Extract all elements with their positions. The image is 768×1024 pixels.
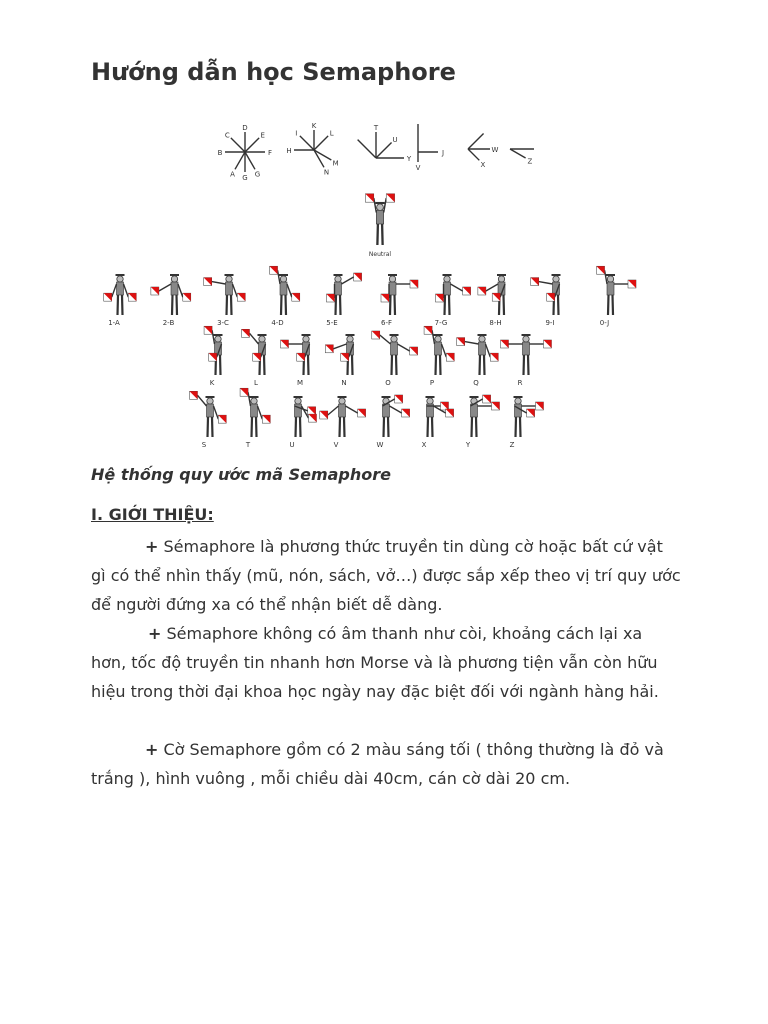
direction-letter: N [323,168,330,177]
direction-spoke [231,138,245,152]
semaphore-row-1 [104,266,636,327]
paragraph-3 [91,735,681,793]
signal-label: 2-B [162,319,175,327]
direction-letter: M [332,159,339,168]
signal-label: L [254,379,258,387]
paragraph-1 [91,532,681,619]
figure-caption: Hệ thống quy ước mã Semaphore [91,465,391,484]
direction-letter: U [392,135,398,144]
direction-letter: W [491,146,499,154]
direction-letter: E [260,131,265,140]
direction-letter: V [415,164,421,172]
signaller-figure [514,396,544,437]
signaller-figure [381,274,418,315]
direction-letter: Z [527,157,533,166]
signaller-figure [281,334,311,375]
direction-letter: G [254,170,261,179]
signaller-figure [424,326,454,375]
signaller-figure [320,396,366,437]
direction-letter: G [242,174,248,182]
signal-label: Q [473,379,479,387]
direction-spoke [468,149,479,160]
bullet-plus: + [148,624,162,643]
direction-letter: X [480,160,486,169]
signal-label: 9-I [545,319,555,327]
direction-letter: F [267,149,273,157]
signaller-figure [597,266,636,315]
signal-label: X [421,441,427,447]
semaphore-figure [100,112,660,447]
signaller-figure [436,274,471,315]
signaller-figure [240,388,270,437]
direction-spoke [245,138,259,152]
signal-label: 8-H [489,319,502,327]
signaller-figure [478,274,506,315]
direction-letter: T [373,124,379,132]
paragraph-3-text: Cờ Semaphore gồm có 2 màu sáng tối ( thông thường là đỏ và trắng ), hình vuông , mỗi chiều dài 40cm, cán cờ dài 20 cm. [91,740,664,788]
semaphore-row-3 [190,388,544,447]
signal-label: M [296,379,304,387]
signal-label: K [209,379,215,387]
signaller-figure [270,266,300,315]
signaller-figure [426,396,454,437]
signaller-figure [204,326,222,375]
signal-label: 7-G [434,319,448,327]
paragraph-2 [91,619,681,706]
signal-label: O [385,379,391,387]
signaller-figure [204,274,246,315]
bullet-plus: + [145,740,159,759]
direction-letter: C [224,131,230,140]
signal-label: 0-J [599,319,610,327]
direction-spoke [358,140,376,158]
signal-label: Z [509,441,515,447]
signal-label: N [341,379,347,387]
direction-letter: D [242,124,248,132]
bullet-plus: + [145,537,159,556]
signal-label: P [429,379,435,387]
signal-label: U [289,441,295,447]
signal-label: Y [465,441,471,447]
neutral-figure [365,194,394,245]
signaller-figure [372,331,418,375]
signaller-figure [365,194,394,245]
signal-label: T [245,441,251,447]
signaller-figure [327,273,362,315]
signaller-figure [325,334,354,375]
signaller-figure [382,395,410,437]
direction-letter: J [441,149,445,157]
signal-label: S [201,441,207,447]
direction-spoke [300,136,314,150]
signaller-figure [531,274,561,315]
signal-label: 3-C [217,319,229,327]
signaller-figure [190,391,227,437]
direction-spoke [235,152,245,169]
direction-letter: A [230,170,235,179]
direction-spoke [468,133,484,149]
signal-label: W [376,441,384,447]
signaller-figure [470,395,500,437]
section-heading: I. GIỚI THIỆU: [91,505,214,524]
signaller-figure [457,334,499,375]
signal-label: 4-D [271,319,284,327]
page-title: Hướng dẫn học Semaphore [91,58,456,86]
direction-diagrams [218,122,534,182]
direction-spoke [510,149,526,158]
signal-label: 6-F [380,319,393,327]
direction-spoke [314,136,328,150]
direction-letter: I [295,129,298,138]
signaller-figure [501,334,552,375]
signaller-figure [104,274,137,315]
direction-letter: L [329,129,334,138]
signaller-figure [294,396,317,437]
paragraph-2-text: Sémaphore không có âm thanh như còi, khoảng cách lại xa hơn, tốc độ truyền tin nhanh hơn Morse và là phương tiện vẫn còn hữu hiệu trong thời đại khoa học ngày nay đặc biệt đối với ngành hàng hải. [91,624,659,701]
signal-label: R [517,379,523,387]
signal-label: 1-A [108,319,120,327]
direction-spoke [376,142,392,158]
paragraph-1-text: Sémaphore là phương thức truyền tin dùng cờ hoặc bất cứ vật gì có thể nhìn thấy (mũ, nón, sách, vở…) được sắp xếp theo vị trí quy ước để người đứng xa có thể nhận biết dễ dàng. [91,537,681,614]
signal-label: V [333,441,339,447]
direction-letter: Y [406,155,412,163]
signal-label: 5-E [326,319,338,327]
signaller-figure [242,329,267,375]
direction-letter: K [311,122,317,130]
direction-spoke [245,152,255,169]
signaller-figure [151,274,191,315]
direction-letter: B [217,149,223,157]
semaphore-row-2 [204,326,551,387]
direction-letter: H [286,147,292,155]
neutral-label: Neutral [368,251,392,258]
